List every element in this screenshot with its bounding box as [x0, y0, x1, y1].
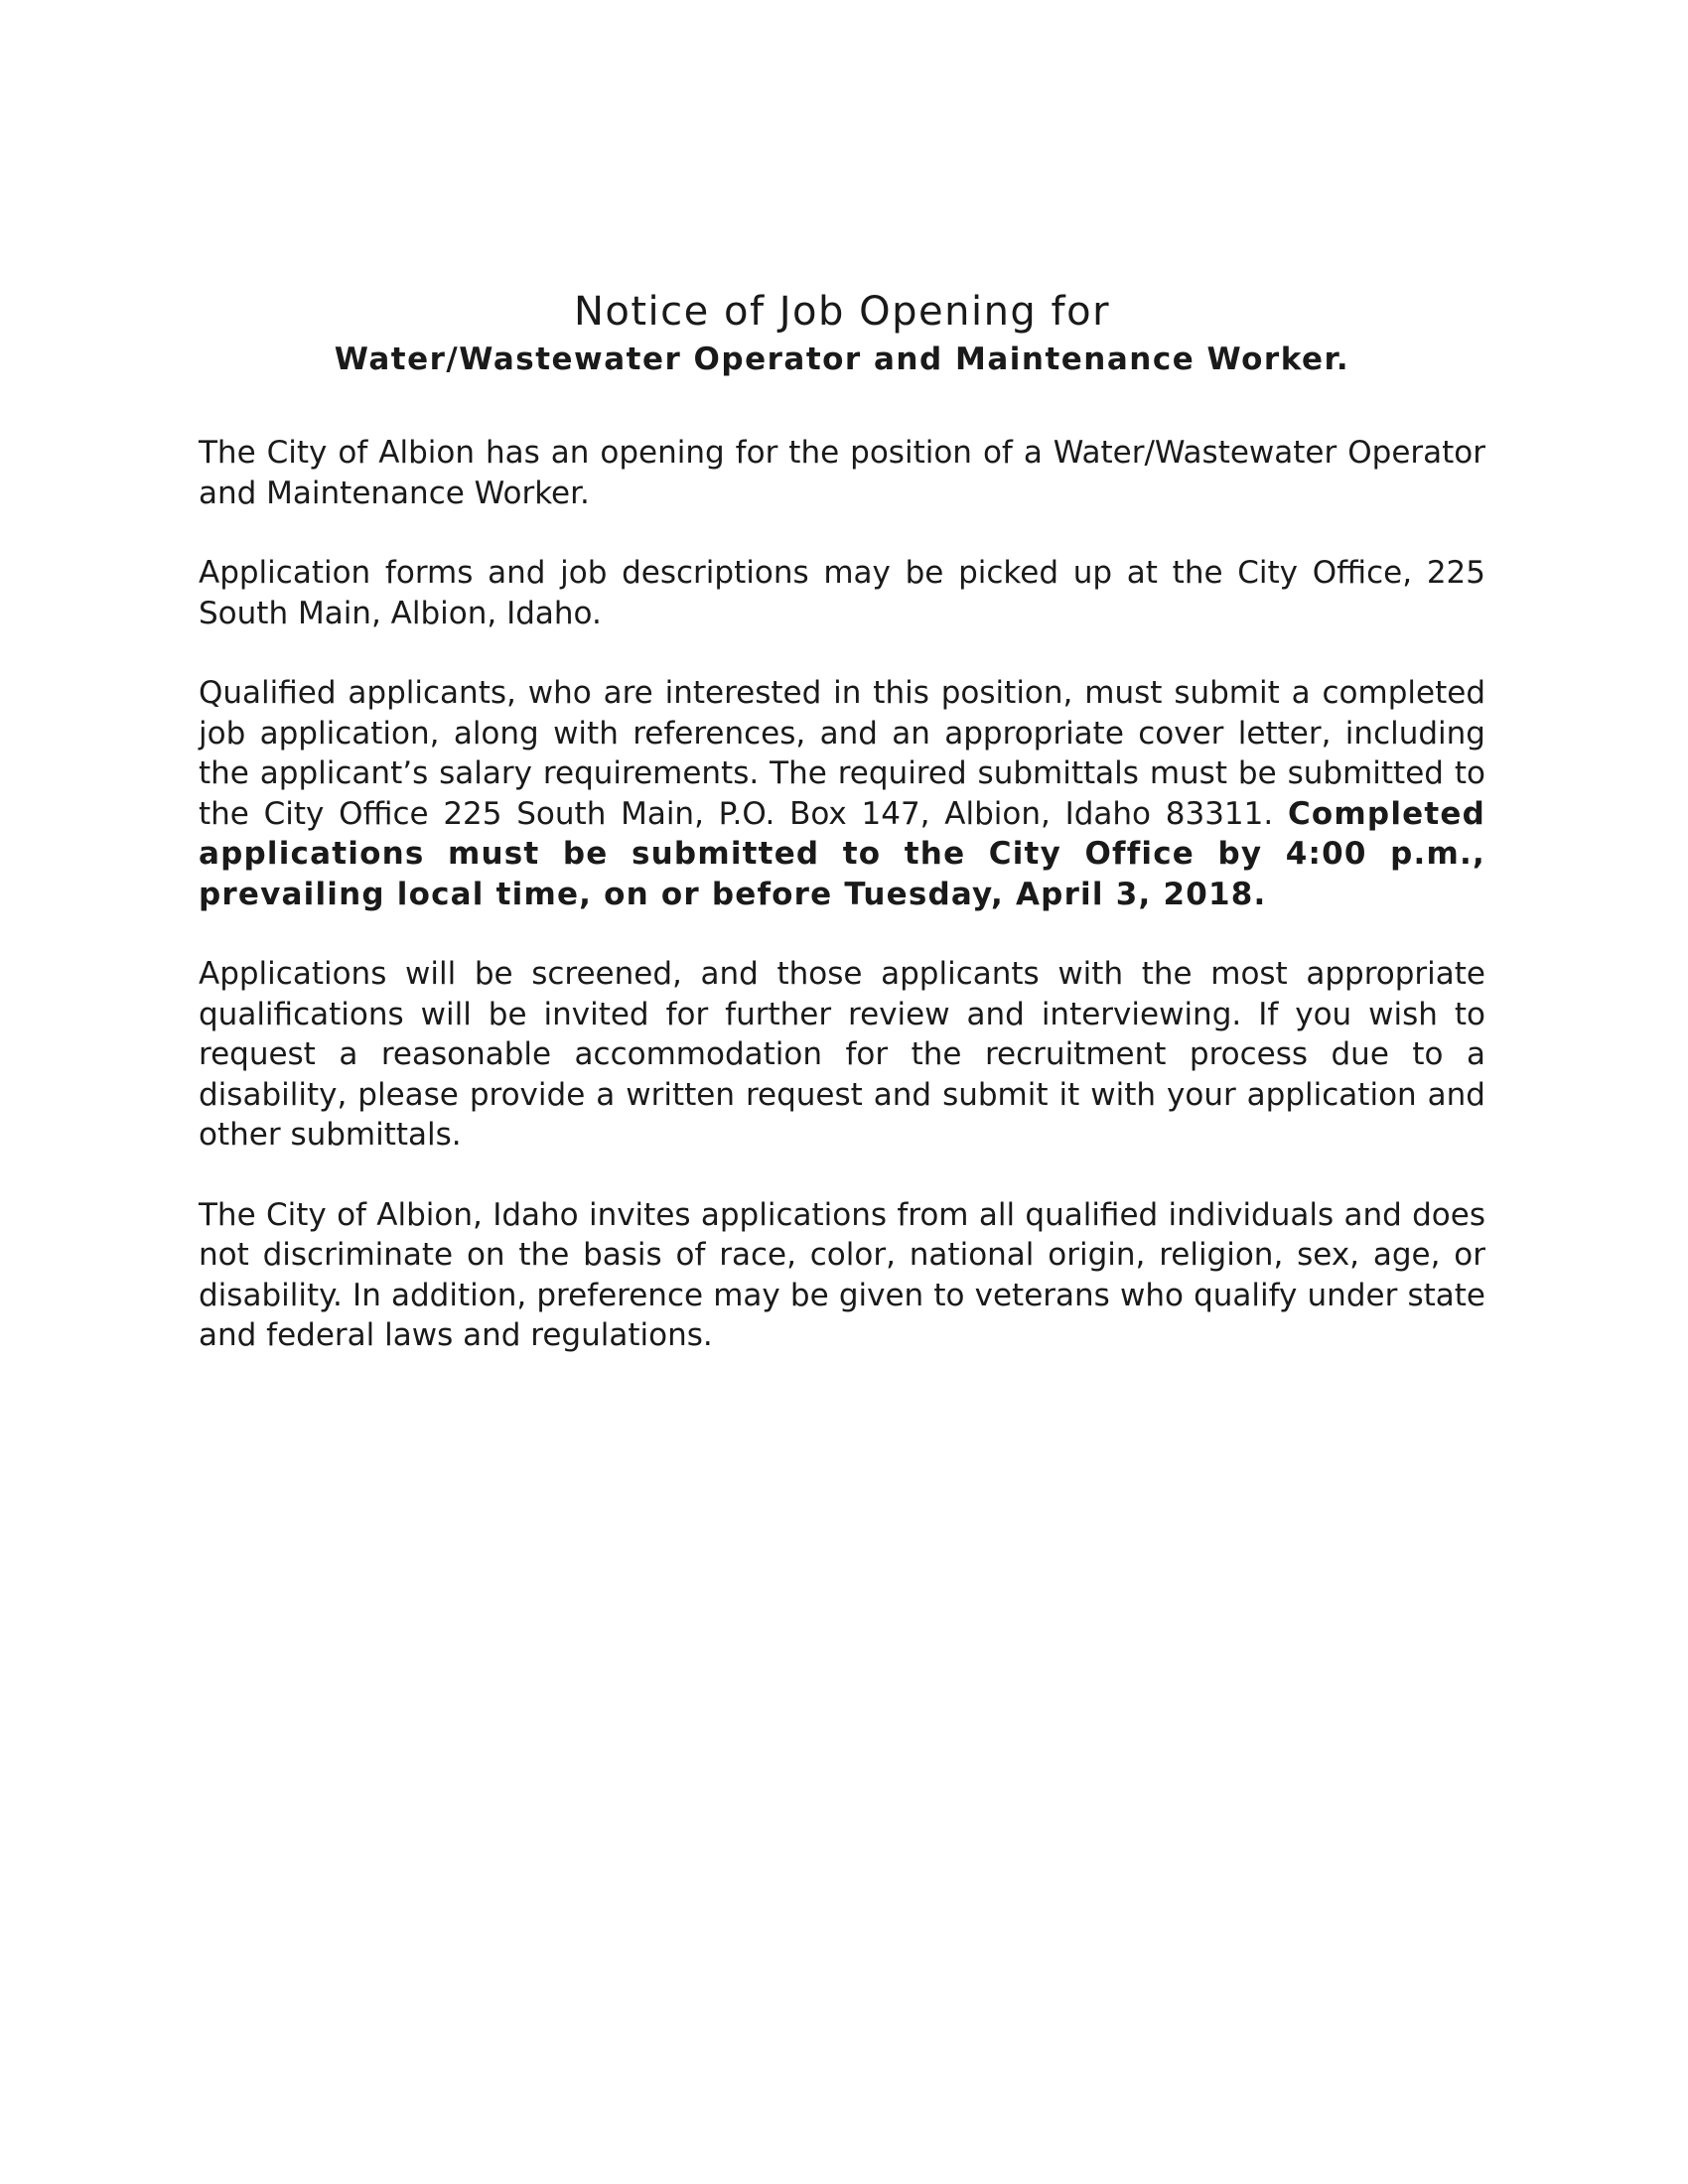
paragraph-submission	[199, 673, 1485, 914]
paragraph-screening: Applications will be screened, and those applicants with the most appropriate qualifications will be invited for further review and interviewing. If you wish to request a reasonable accommodation for the recruitment process due to a disability, please provide a written request and submit it with your application and other submittals.	[199, 956, 1485, 1153]
notice-subtitle: Water/Wastewater Operator and Maintenance Worker.	[334, 341, 1350, 377]
paragraph-opening: The City of Albion has an opening for the position of a Water/Wastewater Operator and Maintenance Worker.	[199, 435, 1485, 511]
paragraph-application-forms: Application forms and job descriptions may be picked up at the City Office, 225 South Main, Albion, Idaho.	[199, 555, 1485, 631]
application-deadline: Completed applications must be submitted to the City Office by 4:00 p.m., prevailing local time, on or before Tuesday, April 3, 2018.	[199, 795, 1486, 912]
paragraph-equal-opportunity: The City of Albion, Idaho invites applications from all qualified individuals and does not discriminate on the basis of race, color, national origin, religion, sex, age, or disability. In addition, preference may be given to veterans who qualify under state and federal laws and regulations.	[199, 1196, 1485, 1353]
notice-title: Notice of Job Opening for	[573, 289, 1111, 335]
notice-document	[199, 286, 1485, 1356]
submission-instructions: Qualified applicants, who are interested in this position, must submit a completed job application, along with references, and an appropriate cover letter, including the applicant’s salary requirements. The required submittals must be submitted to the City Office 225 South Main, P.O. Box 147, Albion, Idaho 83311.	[199, 675, 1485, 832]
